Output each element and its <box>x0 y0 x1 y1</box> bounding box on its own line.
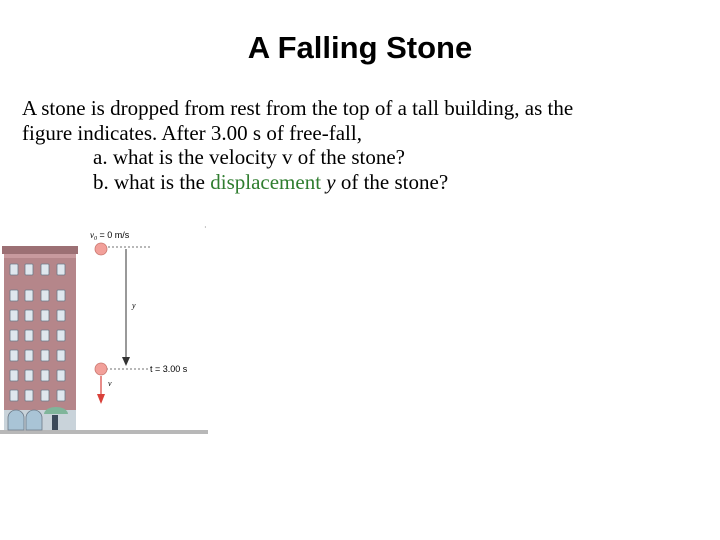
question-b <box>22 170 702 195</box>
building-arch <box>8 410 24 430</box>
falling-stone-figure <box>0 218 220 440</box>
building-roof <box>2 246 78 254</box>
problem-line-2: figure indicates. After 3.00 s of free-fall, <box>22 120 362 145</box>
svg-text:·: · <box>204 223 207 232</box>
question-b-prefix: b. what is the <box>93 169 211 194</box>
time-label: t = 3.00 s <box>150 364 188 374</box>
problem-line-1: A stone is dropped from rest from the top of a tall building, as the <box>22 96 574 120</box>
displacement-variable: y <box>326 169 336 194</box>
ground-line <box>0 430 208 434</box>
problem-statement <box>22 96 702 194</box>
displacement-label: y <box>132 301 136 310</box>
slide-title: A Falling Stone <box>247 30 473 65</box>
stone-final <box>95 363 107 375</box>
question-b-suffix: of the stone? <box>335 169 449 194</box>
question-a: a. what is the velocity v of the stone? <box>93 145 405 169</box>
entrance-door <box>52 415 58 430</box>
stone-initial <box>95 243 107 255</box>
initial-velocity-label: $v_0 = 0$ m/s <box>90 230 130 242</box>
building-illustration <box>2 246 78 430</box>
displacement-term: displacement <box>210 169 322 194</box>
velocity-label: v <box>108 379 112 388</box>
